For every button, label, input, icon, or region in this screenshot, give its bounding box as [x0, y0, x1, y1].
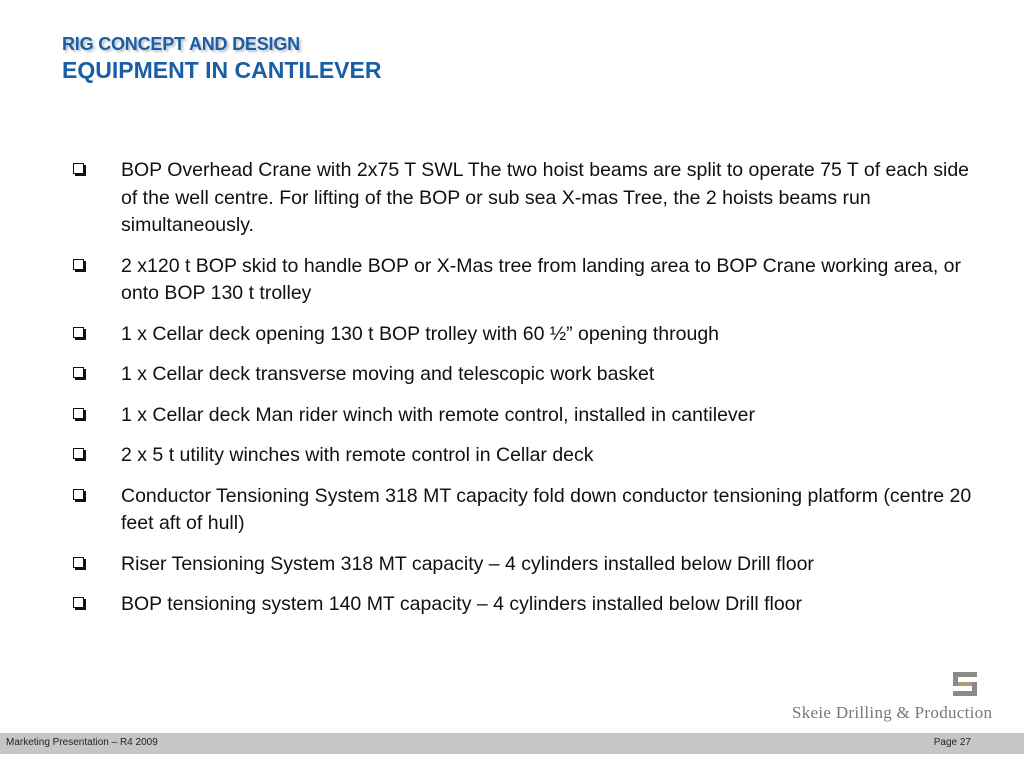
company-logo-icon: [953, 672, 977, 696]
footer-presentation-label: Marketing Presentation – R4 2009: [6, 737, 158, 748]
page-number: Page 27: [933, 737, 971, 748]
checkbox-bullet-icon: [73, 448, 84, 459]
checkbox-bullet-icon: [73, 408, 84, 419]
bullet-item: [72, 591, 972, 619]
bullet-list: [72, 157, 972, 632]
bullet-text: 1 x Cellar deck transverse moving and telescopic work basket: [121, 363, 655, 385]
company-name: Skeie Drilling & Production: [792, 703, 993, 722]
bullet-text: 1 x Cellar deck Man rider winch with remote control, installed in cantilever: [121, 403, 756, 426]
footer-bar: [0, 733, 1024, 754]
checkbox-bullet-icon: [73, 327, 84, 338]
page-title: EQUIPMENT IN CANTILEVER: [62, 57, 382, 83]
checkbox-bullet-icon: [73, 367, 84, 378]
bullet-text: 2 x 5 t utility winches with remote control in Cellar deck: [121, 444, 594, 466]
company-logo: [780, 668, 1012, 730]
bullet-item: [72, 253, 972, 308]
bullet-item: [72, 361, 972, 389]
checkbox-bullet-icon: [73, 163, 84, 174]
bullet-text: Conductor Tensioning System 318 MT capacity fold down conductor tensioning platform (centre 20 feet aft of hull): [121, 484, 972, 534]
bullet-item: [72, 157, 972, 240]
section-title: RIG CONCEPT AND DESIGN: [62, 34, 300, 54]
bullet-item: [72, 483, 972, 538]
checkbox-bullet-icon: [73, 259, 84, 270]
checkbox-bullet-icon: [73, 597, 84, 608]
bullet-text: BOP tensioning system 140 MT capacity – 4 cylinders installed below Drill floor: [121, 593, 803, 615]
slide-header: [62, 33, 381, 84]
bullet-item: [72, 402, 972, 430]
bullet-text: BOP Overhead Crane with 2x75 T SWL The two hoist beams are split to operate 75 T of each side of the well centre. For lifting of the BOP or sub sea X-mas Tree, the 2 hoists beams run simultaneously.: [121, 159, 970, 236]
bullet-text: Riser Tensioning System 318 MT capacity – 4 cylinders installed below Drill floor: [121, 552, 814, 575]
bullet-item: [72, 551, 972, 579]
checkbox-bullet-icon: [73, 489, 84, 500]
bullet-text: 2 x120 t BOP skid to handle BOP or X-Mas tree from landing area to BOP Crane working area, or onto BOP 130 t trolley: [121, 254, 962, 304]
bullet-item: [72, 442, 972, 470]
bullet-text: 1 x Cellar deck opening 130 t BOP trolley with 60 ½” opening through: [121, 322, 720, 345]
checkbox-bullet-icon: [73, 557, 84, 568]
bullet-item: [72, 321, 972, 349]
